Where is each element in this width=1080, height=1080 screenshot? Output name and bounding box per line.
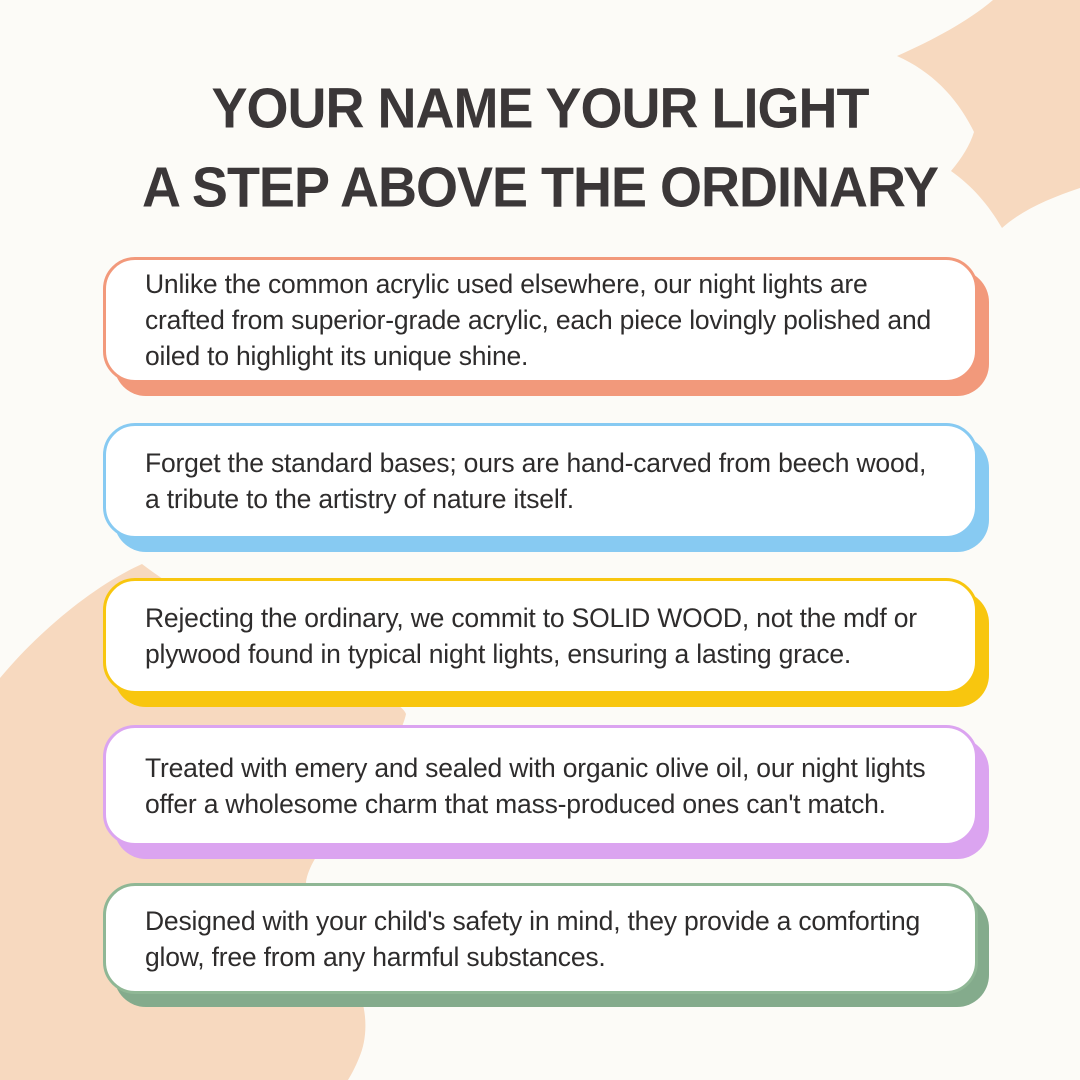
feature-card-child-safety [103,883,978,994]
feature-card-text: Designed with your child's safety in mind, they provide a comforting glow, free from any harmful substances. [145,905,921,972]
title-line-1: YOUR NAME YOUR LIGHT [211,77,869,141]
feature-card-text: Treated with emery and sealed with organic olive oil, our night lights offer a wholesome charm that mass-produced ones can't match. [145,752,926,819]
feature-card-text: Forget the standard bases; ours are hand-carved from beech wood, a tribute to the artistry of nature itself. [145,448,927,514]
feature-card-text: Rejecting the ordinary, we commit to SOLID WOOD, not the mdf or plywood found in typical night lights, ensuring a lasting grace. [145,603,917,669]
feature-card-solid-wood [103,578,978,694]
feature-card-olive-oil [103,725,978,846]
page-title [0,70,1080,228]
feature-card-text: Unlike the common acrylic used elsewhere, our night lights are crafted from superior-grade acrylic, each piece lovingly polished and oiled to highlight its unique shine. [145,269,932,371]
feature-card-beech-wood-base [103,423,978,539]
feature-card-acrylic [103,257,978,383]
title-line-2: A STEP ABOVE THE ORDINARY [141,156,939,220]
